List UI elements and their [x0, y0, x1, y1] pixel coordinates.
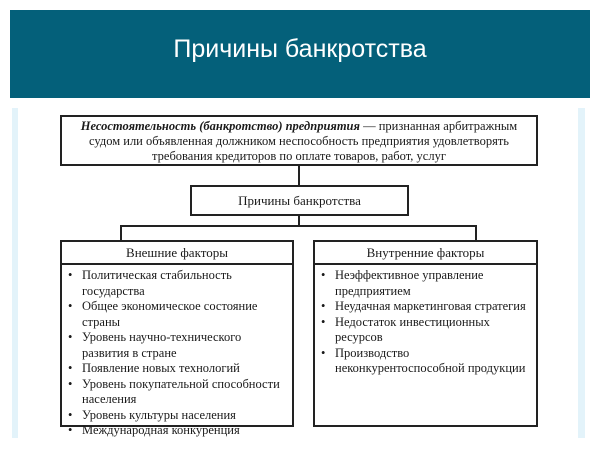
list-item: • Недостаток инвестиционных ресурсов: [321, 314, 490, 344]
list-item: • Уровень культуры населения: [68, 407, 236, 422]
list-item: • Международная конкуренция: [68, 423, 240, 437]
connector-def-to-root: [298, 166, 300, 185]
bullet-icon: •: [321, 299, 326, 313]
list-item: • Появление новых технологий: [68, 361, 240, 375]
external-factors-list: [62, 265, 292, 439]
definition-box: [60, 115, 538, 166]
connector-horizontal: [120, 225, 477, 227]
bullet-icon: •: [68, 268, 73, 282]
slide-title: Причины банкротства: [173, 35, 427, 63]
bullet-icon: •: [68, 330, 73, 344]
bullet-icon: •: [68, 423, 73, 437]
definition-dash: —: [359, 119, 379, 133]
external-factors-box: [60, 240, 294, 437]
slide-header: [10, 10, 590, 98]
connector-right-branch: [475, 225, 477, 240]
bullet-icon: •: [68, 376, 73, 391]
external-factors-heading: Внешние факторы: [62, 242, 292, 265]
list-item: • Общее экономическое состояние страны: [68, 299, 258, 329]
bullet-icon: •: [321, 345, 326, 360]
internal-factors-heading: Внутренние факторы: [315, 242, 536, 265]
bullet-icon: •: [321, 314, 326, 329]
bullet-icon: •: [68, 299, 73, 313]
list-item: • Неэффективное управление предприятием: [321, 268, 484, 298]
definition-term: Несостоятельность (банкротство) предприятия: [80, 119, 360, 133]
bullet-icon: •: [321, 268, 326, 282]
decorative-strip-left: [12, 108, 18, 438]
root-node-label: Причины банкротства: [238, 193, 361, 208]
bullet-icon: •: [68, 361, 73, 375]
list-item: • Уровень покупательной способности населения: [68, 376, 280, 406]
list-item: • Уровень научно-технического развития в стране: [68, 330, 242, 360]
root-node-box: [190, 185, 409, 216]
bullet-icon: •: [68, 407, 73, 422]
internal-factors-box: [313, 240, 538, 427]
list-item: • Политическая стабильность государства: [68, 268, 232, 298]
internal-factors-list: [315, 265, 536, 377]
connector-left-branch: [120, 225, 122, 240]
list-item: • Неудачная маркетинговая стратегия: [321, 299, 526, 313]
list-item: • Производство неконкурентоспособной продукции: [321, 345, 526, 375]
definition-text: признанная арбитражным судом или объявленная должником неспособность предприятия удовлетворять требования кредиторов по оплате товаров, работ, услуг: [89, 119, 518, 163]
decorative-strip-right: [578, 108, 585, 438]
